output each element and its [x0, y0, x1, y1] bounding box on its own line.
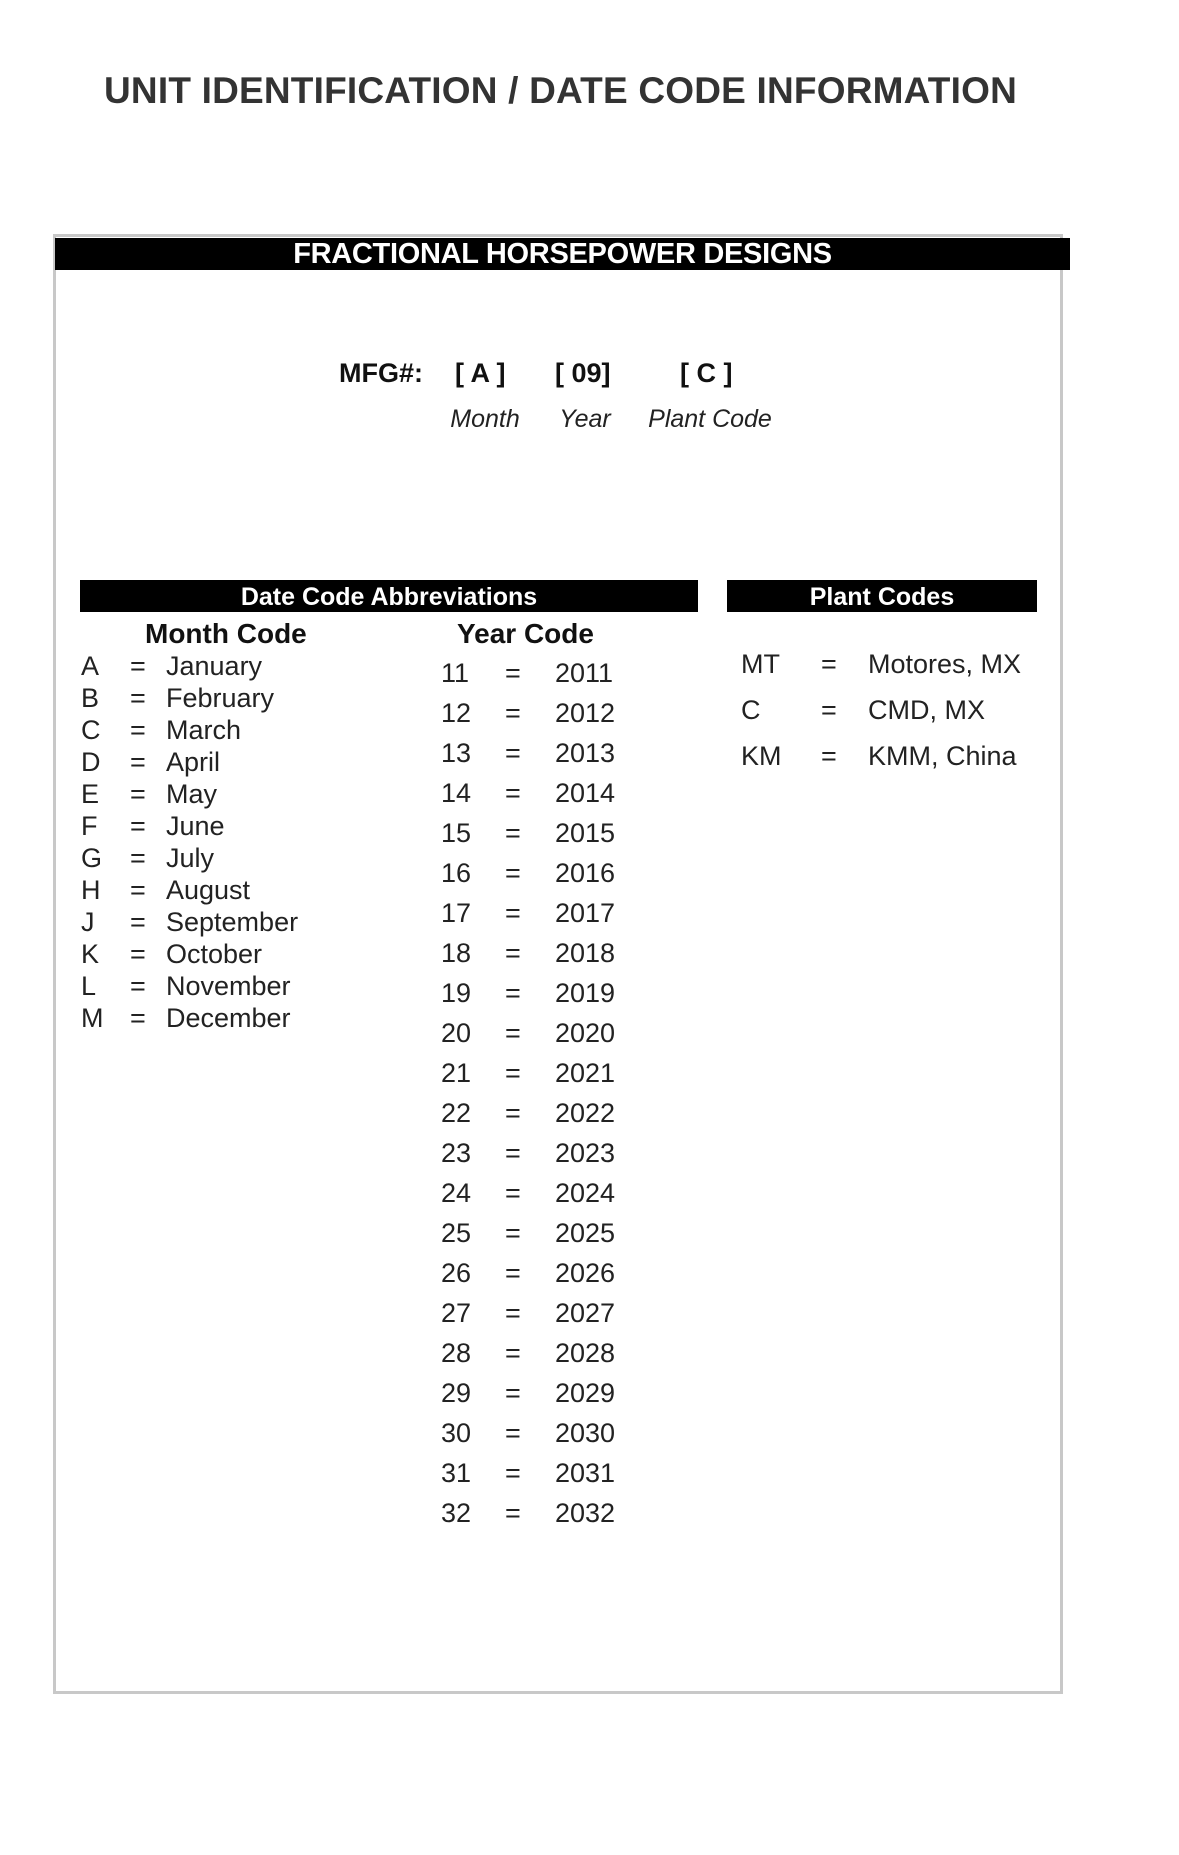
- year-code: 20: [441, 1018, 472, 1048]
- year-value: 2030: [555, 1418, 616, 1448]
- date-code-header: Date Code Abbreviations: [80, 580, 698, 612]
- month-code: B: [81, 683, 100, 713]
- equals-sign: =: [505, 698, 521, 728]
- month-name: August: [166, 875, 251, 905]
- equals-sign: =: [821, 741, 837, 771]
- year-value: 2014: [555, 778, 616, 808]
- month-name: December: [166, 1003, 291, 1033]
- equals-sign: =: [130, 747, 146, 777]
- year-value: 2019: [555, 978, 616, 1008]
- year-value: 2023: [555, 1138, 616, 1168]
- month-name: September: [166, 907, 299, 937]
- month-code: F: [81, 811, 98, 841]
- plant-code: C: [741, 695, 761, 725]
- year-code: 13: [441, 738, 472, 768]
- month-name: June: [166, 811, 225, 841]
- year-code: 21: [441, 1058, 472, 1088]
- equals-sign: =: [505, 1498, 521, 1528]
- month-code: M: [81, 1003, 104, 1033]
- year-code: 11: [441, 658, 470, 688]
- month-code: K: [81, 939, 100, 969]
- equals-sign: =: [505, 738, 521, 768]
- month-name: May: [166, 779, 218, 809]
- equals-sign: =: [505, 1258, 521, 1288]
- equals-sign: =: [505, 1458, 521, 1488]
- year-value: 2016: [555, 858, 616, 888]
- year-code: 15: [441, 818, 472, 848]
- plant-name: Motores, MX: [868, 649, 1022, 679]
- year-code: 14: [441, 778, 472, 808]
- year-code: 22: [441, 1098, 472, 1128]
- equals-sign: =: [130, 875, 146, 905]
- year-value: 2021: [555, 1058, 616, 1088]
- month-code: H: [81, 875, 101, 905]
- month-name: October: [166, 939, 263, 969]
- mfg-plant-caption: Plant Code: [648, 405, 772, 433]
- month-code: L: [81, 971, 97, 1001]
- year-code: 19: [441, 978, 472, 1008]
- year-value: 2024: [555, 1178, 616, 1208]
- year-code: 24: [441, 1178, 472, 1208]
- year-value: 2020: [555, 1018, 616, 1048]
- year-value: 2017: [555, 898, 616, 928]
- plant-codes-header: Plant Codes: [727, 580, 1037, 612]
- equals-sign: =: [130, 907, 146, 937]
- year-code: 30: [441, 1418, 472, 1448]
- equals-sign: =: [505, 778, 521, 808]
- month-code: J: [81, 907, 95, 937]
- equals-sign: =: [130, 779, 146, 809]
- year-value: 2028: [555, 1338, 616, 1368]
- year-code: 29: [441, 1378, 472, 1408]
- equals-sign: =: [505, 978, 521, 1008]
- month-name: April: [166, 747, 221, 777]
- equals-sign: =: [505, 858, 521, 888]
- month-code: C: [81, 715, 101, 745]
- equals-sign: =: [821, 649, 837, 679]
- year-value: 2012: [555, 698, 616, 728]
- plant-name: CMD, MX: [868, 695, 985, 725]
- mfg-year-caption: Year: [559, 405, 611, 433]
- equals-sign: =: [505, 818, 521, 848]
- year-value: 2022: [555, 1098, 616, 1128]
- year-value: 2032: [555, 1498, 616, 1528]
- plant-name: KMM, China: [868, 741, 1017, 771]
- month-code: D: [81, 747, 101, 777]
- equals-sign: =: [821, 695, 837, 725]
- plant-code: KM: [741, 741, 782, 771]
- year-code: 26: [441, 1258, 472, 1288]
- year-code-heading: Year Code: [457, 618, 594, 649]
- equals-sign: =: [130, 939, 146, 969]
- equals-sign: =: [130, 683, 146, 713]
- mfg-plant-code: [ C ]: [680, 358, 733, 388]
- year-value: 2025: [555, 1218, 616, 1248]
- equals-sign: =: [130, 651, 146, 681]
- year-code: 25: [441, 1218, 472, 1248]
- year-code: 23: [441, 1138, 472, 1168]
- year-value: 2029: [555, 1378, 616, 1408]
- year-value: 2015: [555, 818, 616, 848]
- year-code: 16: [441, 858, 472, 888]
- year-code: 28: [441, 1338, 472, 1368]
- equals-sign: =: [505, 1338, 521, 1368]
- equals-sign: =: [505, 1058, 521, 1088]
- mfg-year-code: [ 09]: [555, 358, 611, 388]
- equals-sign: =: [505, 1218, 521, 1248]
- year-code: 31: [441, 1458, 472, 1488]
- month-name: February: [166, 683, 275, 713]
- equals-sign: =: [505, 1418, 521, 1448]
- section-banner: FRACTIONAL HORSEPOWER DESIGNS: [55, 238, 1070, 270]
- mfg-label: MFG#:: [339, 358, 423, 388]
- year-value: 2011: [555, 658, 614, 688]
- equals-sign: =: [505, 1178, 521, 1208]
- equals-sign: =: [505, 898, 521, 928]
- month-name: January: [166, 651, 263, 681]
- year-code: 18: [441, 938, 472, 968]
- month-name: March: [166, 715, 242, 745]
- mfg-month-caption: Month: [450, 405, 520, 433]
- year-code: 17: [441, 898, 472, 928]
- equals-sign: =: [130, 843, 146, 873]
- equals-sign: =: [505, 938, 521, 968]
- equals-sign: =: [130, 715, 146, 745]
- year-code: 12: [441, 698, 472, 728]
- page-title: UNIT IDENTIFICATION / DATE CODE INFORMATION: [104, 70, 1017, 111]
- plant-code: MT: [741, 649, 780, 679]
- equals-sign: =: [505, 658, 521, 688]
- year-value: 2026: [555, 1258, 616, 1288]
- month-code: G: [81, 843, 103, 873]
- equals-sign: =: [130, 811, 146, 841]
- year-value: 2031: [555, 1458, 616, 1488]
- equals-sign: =: [505, 1138, 521, 1168]
- equals-sign: =: [505, 1378, 521, 1408]
- year-value: 2027: [555, 1298, 616, 1328]
- year-code: 32: [441, 1498, 472, 1528]
- equals-sign: =: [130, 1003, 146, 1033]
- equals-sign: =: [505, 1018, 521, 1048]
- year-code: 27: [441, 1298, 472, 1328]
- month-name: July: [166, 843, 215, 873]
- month-code: A: [81, 651, 100, 681]
- month-code-heading: Month Code: [145, 618, 307, 649]
- mfg-month-code: [ A ]: [455, 358, 506, 388]
- month-name: November: [166, 971, 291, 1001]
- equals-sign: =: [505, 1098, 521, 1128]
- equals-sign: =: [505, 1298, 521, 1328]
- month-code: E: [81, 779, 100, 809]
- year-value: 2013: [555, 738, 616, 768]
- year-value: 2018: [555, 938, 616, 968]
- equals-sign: =: [130, 971, 146, 1001]
